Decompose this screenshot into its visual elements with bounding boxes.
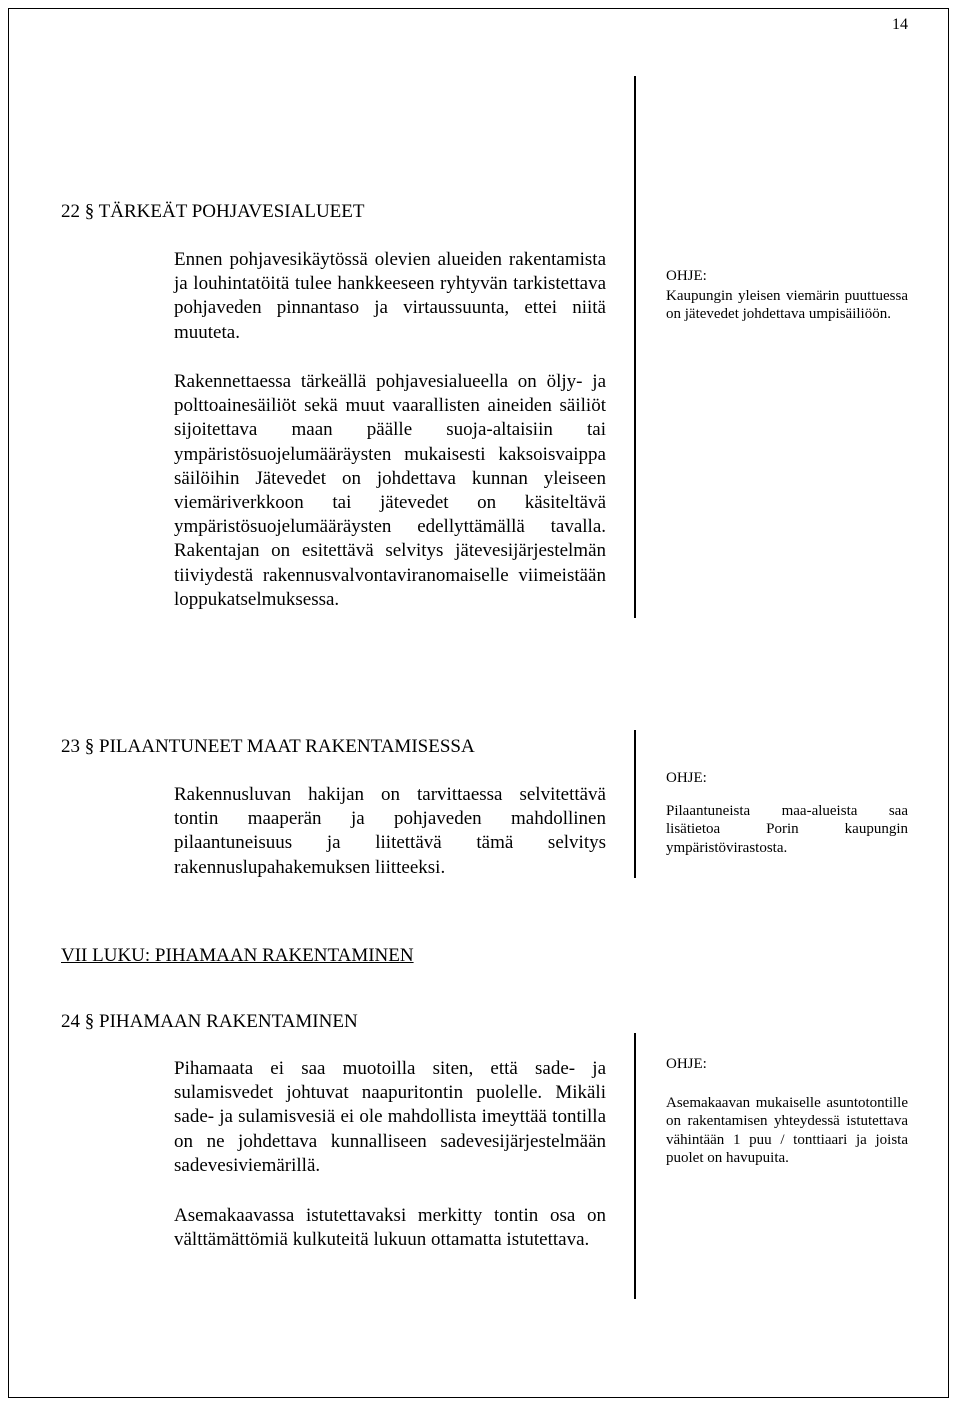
section-23-note — [666, 769, 908, 857]
section-22-paragraph-2: Rakennettaessa tärkeällä pohjavesialueella on öljy- ja polttoainesäiliöt sekä muut vaarallisten aineiden säiliöt sijoitettava maan päälle suoja-altaisiin tai ympäristösuojelumääräysten mukaisesti kaksoisvaippa säilöihin Jätevedet on johdettava kunnan yleiseen viemäriverkkoon tai jätevedet on käsiteltävä ympäristösuojelumääräysten edellyttämällä tavalla. Rakentajan on esitettävä selvitys jätevesijärjestelmän tiiviydestä rakennusvalvontaviranomaiselle viimeistään loppukatselmuksessa. — [174, 371, 606, 610]
section-23-heading: 23 § PILAANTUNEET MAAT RAKENTAMISESSA — [61, 736, 475, 757]
section-24-note — [666, 1055, 908, 1168]
page-number: 14 — [892, 16, 908, 33]
section-24-paragraph-1: Pihamaata ei saa muotoilla siten, että sade- ja sulamisvedet johtuvat naapuritontin puolelle. Mikäli sade- ja sulamisvesiä ei ole mahdollista imeyttää tontilla on ne johdettava kunnalliseen sadevesijärjestelmään sadevesiviemärillä. — [174, 1058, 606, 1176]
note-text: Kaupungin yleisen viemärin puuttuessa on jätevedet johdettava umpisäiliöön. — [666, 287, 908, 322]
section-22-note — [666, 267, 908, 324]
note-text: Pilaantuneista maa-alueista saa lisätietoa Porin kaupungin ympäristövirastosta. — [666, 802, 908, 856]
column-divider — [634, 1033, 636, 1299]
section-23-paragraph-1: Rakennusluvan hakijan on tarvittaessa selvitettävä tontin maaperän ja pohjaveden mahdollinen pilaantuneisuus ja liitettävä tämä selvitys rakennuslupahakemuksen liitteeksi. — [174, 784, 606, 878]
note-label: OHJE: — [666, 1056, 707, 1072]
note-label: OHJE: — [666, 268, 707, 284]
column-divider — [634, 730, 636, 878]
section-24-paragraph-2: Asemakaavassa istutettavaksi merkitty tontin osa on välttämättömiä kulkuteitä lukuun ottamatta istutettava. — [174, 1205, 606, 1251]
column-divider — [634, 76, 636, 618]
section-22-heading: 22 § TÄRKEÄT POHJAVESIALUEET — [61, 201, 365, 222]
note-text: Asemakaavan mukaiselle asuntotontille on rakentamisen yhteydessä istutettava vähintään 1 puu / tonttiaari ja joista puolet on havupuita. — [666, 1094, 908, 1166]
chapter-7-heading: VII LUKU: PIHAMAAN RAKENTAMINEN — [61, 945, 414, 966]
section-24-heading: 24 § PIHAMAAN RAKENTAMINEN — [61, 1011, 358, 1032]
note-label: OHJE: — [666, 770, 707, 786]
section-22-paragraph-1: Ennen pohjavesikäytössä olevien alueiden rakentamista ja louhintatöitä tulee hankkeeseen ryhtyvän tarkistettava pohjaveden pinnantaso ja virtaussuunta, ettei niitä muuteta. — [174, 249, 606, 343]
